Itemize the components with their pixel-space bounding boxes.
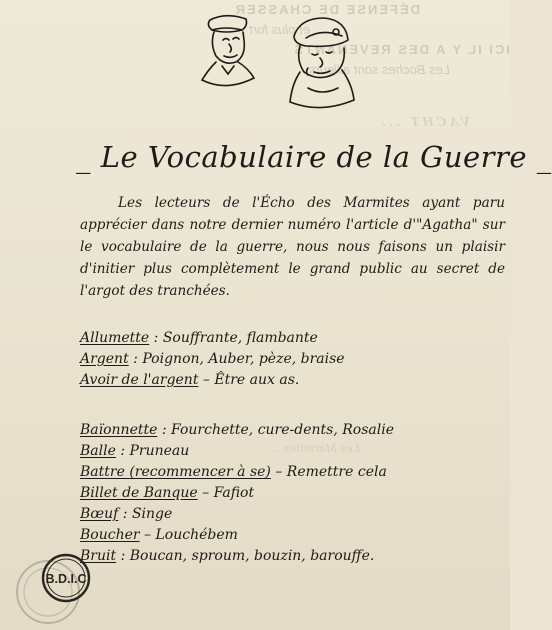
- entry-separator: –: [275, 464, 283, 480]
- entry-term: Balle: [80, 443, 116, 459]
- entry-separator: :: [133, 351, 138, 367]
- glossary-entry: [80, 504, 500, 525]
- glossary-entry: [80, 420, 500, 441]
- glossary-entry: [80, 483, 500, 504]
- entry-separator: :: [120, 548, 126, 564]
- bleed-heading: DÉFENSE DE CHASSER: [233, 2, 420, 17]
- page-title-text: Le Vocabulaire de la Guerre: [100, 140, 528, 174]
- entry-term: Boucher: [80, 527, 140, 543]
- page-title: _ Le Vocabulaire de la Guerre _: [76, 140, 552, 174]
- soldiers-illustration: [196, 10, 366, 112]
- entry-term: Bœuf: [80, 506, 119, 522]
- glossary-entry: [80, 462, 500, 483]
- glossary-entry: [80, 370, 500, 391]
- entry-definition: Pruneau: [129, 443, 190, 459]
- entry-definition: Être aux as.: [214, 372, 300, 388]
- glossary-entry: [80, 546, 500, 567]
- entry-term: Bruit: [80, 548, 117, 564]
- entry-definition: Fourchette, cure-dents, Rosalie: [171, 422, 394, 438]
- glossary-entry: [80, 441, 500, 462]
- glossary-group-1: [80, 328, 500, 391]
- glossary-entry: [80, 328, 500, 349]
- entry-definition: Remettre cela: [286, 464, 387, 480]
- bleed-through-middle: [150, 112, 510, 133]
- bleed-line-3: Les Boches sont ailleurs: [309, 62, 450, 77]
- entry-definition: Louchébem: [155, 527, 238, 543]
- entry-separator: –: [202, 372, 210, 388]
- library-stamp: [8, 548, 90, 628]
- entry-separator: :: [120, 443, 126, 459]
- entry-separator: :: [161, 422, 167, 438]
- stamp-label: B.D.I.C: [45, 572, 87, 586]
- bleed-line-5: Les Marmites...: [272, 442, 360, 455]
- entry-definition: Singe: [131, 506, 173, 522]
- entry-term: Argent: [80, 351, 129, 367]
- entry-definition: Souffrante, flambante: [162, 330, 318, 346]
- entry-definition: Fafiot: [213, 485, 255, 501]
- glossary-group-2: [80, 420, 500, 567]
- entry-separator: –: [202, 485, 210, 501]
- entry-term: Battre (recommencer à se): [80, 464, 271, 480]
- entry-definition: Poignon, Auber, pèze, braise: [142, 351, 345, 367]
- bleed-line-4: VACHT ...: [378, 115, 470, 129]
- glossary-entry: [80, 349, 500, 370]
- entry-definition: Boucan, sproum, bouzin, barouffe.: [129, 548, 375, 564]
- entry-term: Billet de Banque: [80, 485, 198, 501]
- bleed-line-1: et plus fort :: [242, 22, 310, 37]
- entry-term: Allumette: [80, 330, 150, 346]
- entry-separator: :: [153, 330, 159, 346]
- entry-separator: –: [144, 527, 152, 543]
- glossary-entry: [80, 525, 500, 546]
- entry-term: Baïonnette: [80, 422, 158, 438]
- entry-term: Avoir de l'argent: [80, 372, 199, 388]
- intro-paragraph: Les lecteurs de l'Écho des Marmites ayant paru apprécier dans notre dernier numéro l'article d'"Agatha" sur le vocabulaire de la guerre, nous nous faisons un plaisir d'initier plus complètement le grand public au secret de l'argot des tranchées.: [80, 195, 505, 299]
- bleed-line-2: ICI IL Y A DES REVENANTS: [292, 42, 510, 57]
- entry-separator: :: [122, 506, 128, 522]
